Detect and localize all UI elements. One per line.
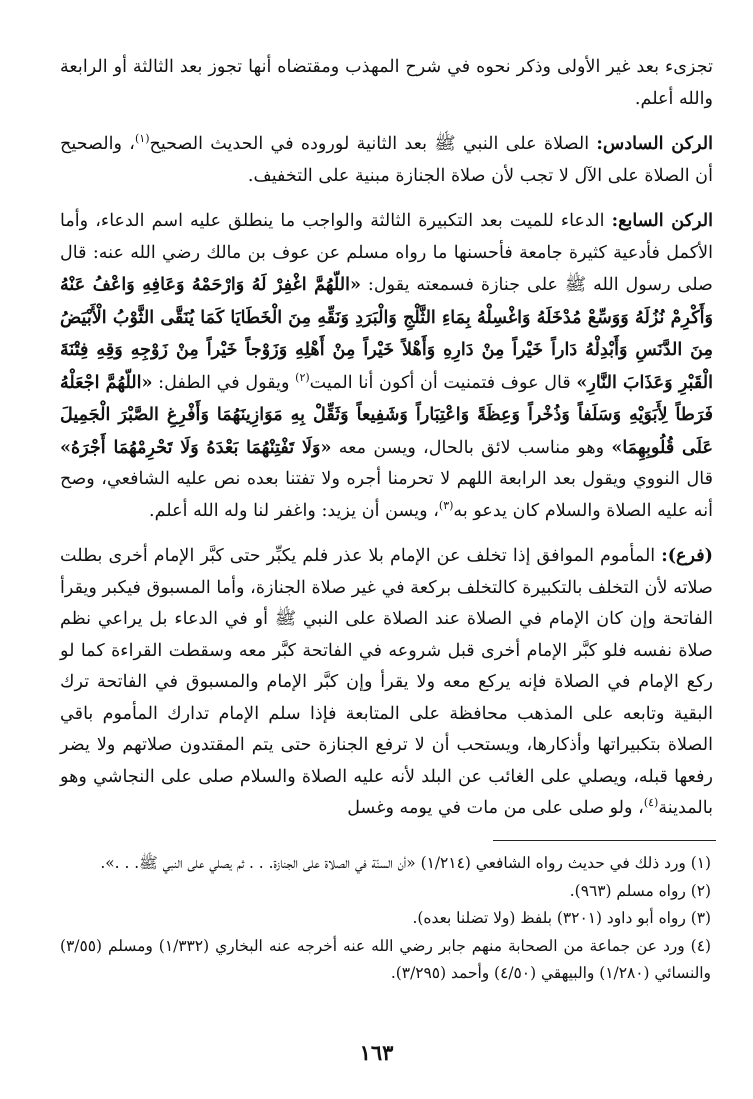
footnote-ref-3: (٣): [438, 498, 454, 512]
footnote-1: (١) ورد ذلك في حديث رواه الشافعي (١/٢١٤) «أن السنّة في الصلاة على الجنازة. . . ثم يصلي على النبي ﷺ. . .».: [100, 854, 711, 872]
rukn-seventh-text-4: وهو مناسب لائق بالحال، ويسن معه: [331, 437, 612, 458]
supplication-addition: «وَلَا تَفْتِنْهُمَا بَعْدَهُ وَلَا تَحْرِمْهُمَا أَجْرَهُ»: [60, 436, 332, 458]
paragraph-rukn-seventh: [60, 205, 713, 527]
supplication-adult: «اللّهُمَّ اغْفِرْ لَهُ وَارْحَمْهُ وَعَافِهِ وَاعْفُ عَنْهُ وَأَكْرِمْ نُزُلَهُ وَوَسِّعْ مُدْخَلَهُ وَاغْسِلْهُ بِمَاءِ الثَّلْجِ وَالْبَرَدِ وَنَقِّهِ مِنَ الْخَطَايَا كَمَا يُنَقَّى الثَّوْبُ الْأَبْيَضُ مِنَ الدَّنَسِ وَأَبْدِلْهُ دَاراً خَيْراً مِنْ دَارِهِ وَأَهْلاً خَيْراً مِنْ أَهْلِهِ وَزَوْجاً خَيْراً مِنْ زَوْجِهِ وَقِهِ فِتْنَةَ الْقَبْرِ وَعَذَابَ النَّارِ»: [60, 274, 713, 393]
heading-rukn-seventh: الركن السابع:: [611, 210, 713, 231]
footnote-divider: [493, 840, 716, 841]
rukn-seventh-text-5: قال النووي ويقول بعد الرابعة اللهم لا تحرمنا أجره ولا تفتنا بعده نص عليه الشافعي، وصح أنه عليه الصلاة والسلام كان يدعو به: [60, 469, 713, 521]
rukn-sixth-text: الصلاة على النبي ﷺ بعد الثانية لوروده في الحديث الصحيح: [149, 134, 597, 154]
heading-rukn-sixth: الركن السادس:: [596, 133, 713, 154]
rukn-seventh-text-6: ، ويسن أن يزيد: واغفر لنا وله الله أعلم.: [148, 500, 439, 521]
footnote-ref-4: (٤): [643, 796, 659, 810]
heading-far: (فرع):: [661, 545, 713, 566]
footnote-ref-1: (١): [134, 132, 150, 146]
footnote-4: (٤) ورد عن جماعة من الصحابة منهم جابر رضي الله عنه أخرجه عنه البخاري (١/٣٣٢) ومسلم (٣/٥٥) والنسائي (١/٢٨٠) والبيهقي (٤/٥٠) وأحمد (٣/٢٩٥).: [60, 936, 711, 983]
footnote-2: (٢) رواه مسلم (٩٦٣).: [569, 881, 711, 900]
supplication-child: «اللّهُمَّ اجْعَلْهُ فَرَطاً لِأَبَوَيْهِ وَسَلَفاً وَذُخْراً وَعِظَةً وَاعْتِبَاراً وَشَفِيعاً وَثَقِّلْ بِهِ مَوَازِينَهُمَا وَأَفْرِغِ الصَّبْرَ الْجَمِيلَ عَلَى قُلُوبِهِمَا»: [60, 371, 713, 458]
rukn-sixth-text-2: ، والصحيح أن الصلاة على الآل لا تجب لأن صلاة الجنازة مبنية على التخفيف.: [60, 134, 713, 186]
page-number: ١٦٣: [359, 1040, 394, 1065]
paragraph-1: تجزىء بعد غير الأولى وذكر نحوه في شرح المهذب ومقتضاه أنها تجوز بعد الثالثة أو الرابعة والله أعلم.: [60, 57, 713, 109]
paragraph-far: [60, 540, 713, 825]
far-text-2: ، ولو صلى على من مات في يومه وغسل: [347, 798, 644, 818]
paragraph-rukn-sixth: [60, 128, 713, 192]
footnote-3: (٣) رواه أبو داود (٣٢٠١) بلفظ (ولا تضلنا بعده).: [412, 909, 711, 928]
far-text: المأموم الموافق إذا تخلف عن الإمام بلا عذر فلم يكبِّر حتى كبَّر الإمام أخرى بطلت صلاته لأن التخلف بالتكبيرة كالتخلف بركعة في غير صلاة الجنازة، وأما المسبوق فيكبر ويقرأ الفاتحة وإن كان الإمام في الصلاة عند الصلاة على النبي ﷺ أو في الدعاء بل يراعي نظم صلاة نفسه فلو كبَّر الإمام أخرى قبل شروعه في الفاتحة كبَّر معه وسقطت القراءة كما لو ركع الإمام في الصلاة فإنه يركع معه ولا يقرأ وإن كبَّر الإمام والمسبوق في الفاتحة ترك البقية وتابعه على المذهب محافظة على المتابعة فإذا سلم الإمام تدارك المأموم باقي الصلاة بتكبيراتها وأذكارها، ويستحب أن لا ترفع الجنازة حتى يتم المقتدون صلاتهم ولا يضر رفعها قبله، ويصلي على الغائب عن البلد لأنه عليه الصلاة والسلام صلى على النجاشي وهو بالمدينة: [60, 546, 714, 818]
footnotes: [60, 850, 713, 988]
rukn-seventh-text-3: ويقول في الطفل:: [152, 372, 296, 393]
rukn-seventh-text-2: قال عوف فتمنيت أن أكون أنا الميت: [309, 372, 577, 393]
main-text: [60, 52, 713, 825]
rukn-seventh-text-1: الدعاء للميت بعد التكبيرة الثالثة والواجب ما ينطلق عليه اسم الدعاء، وأما الأكمل فأدعية كثيرة جامعة فأحسنها ما رواه مسلم عن عوف بن مالك رضي الله عنه: قال صلى رسول الله ﷺ على جنازة فسمعته يقول:: [60, 211, 713, 295]
footnote-ref-2: (٢): [295, 370, 310, 384]
